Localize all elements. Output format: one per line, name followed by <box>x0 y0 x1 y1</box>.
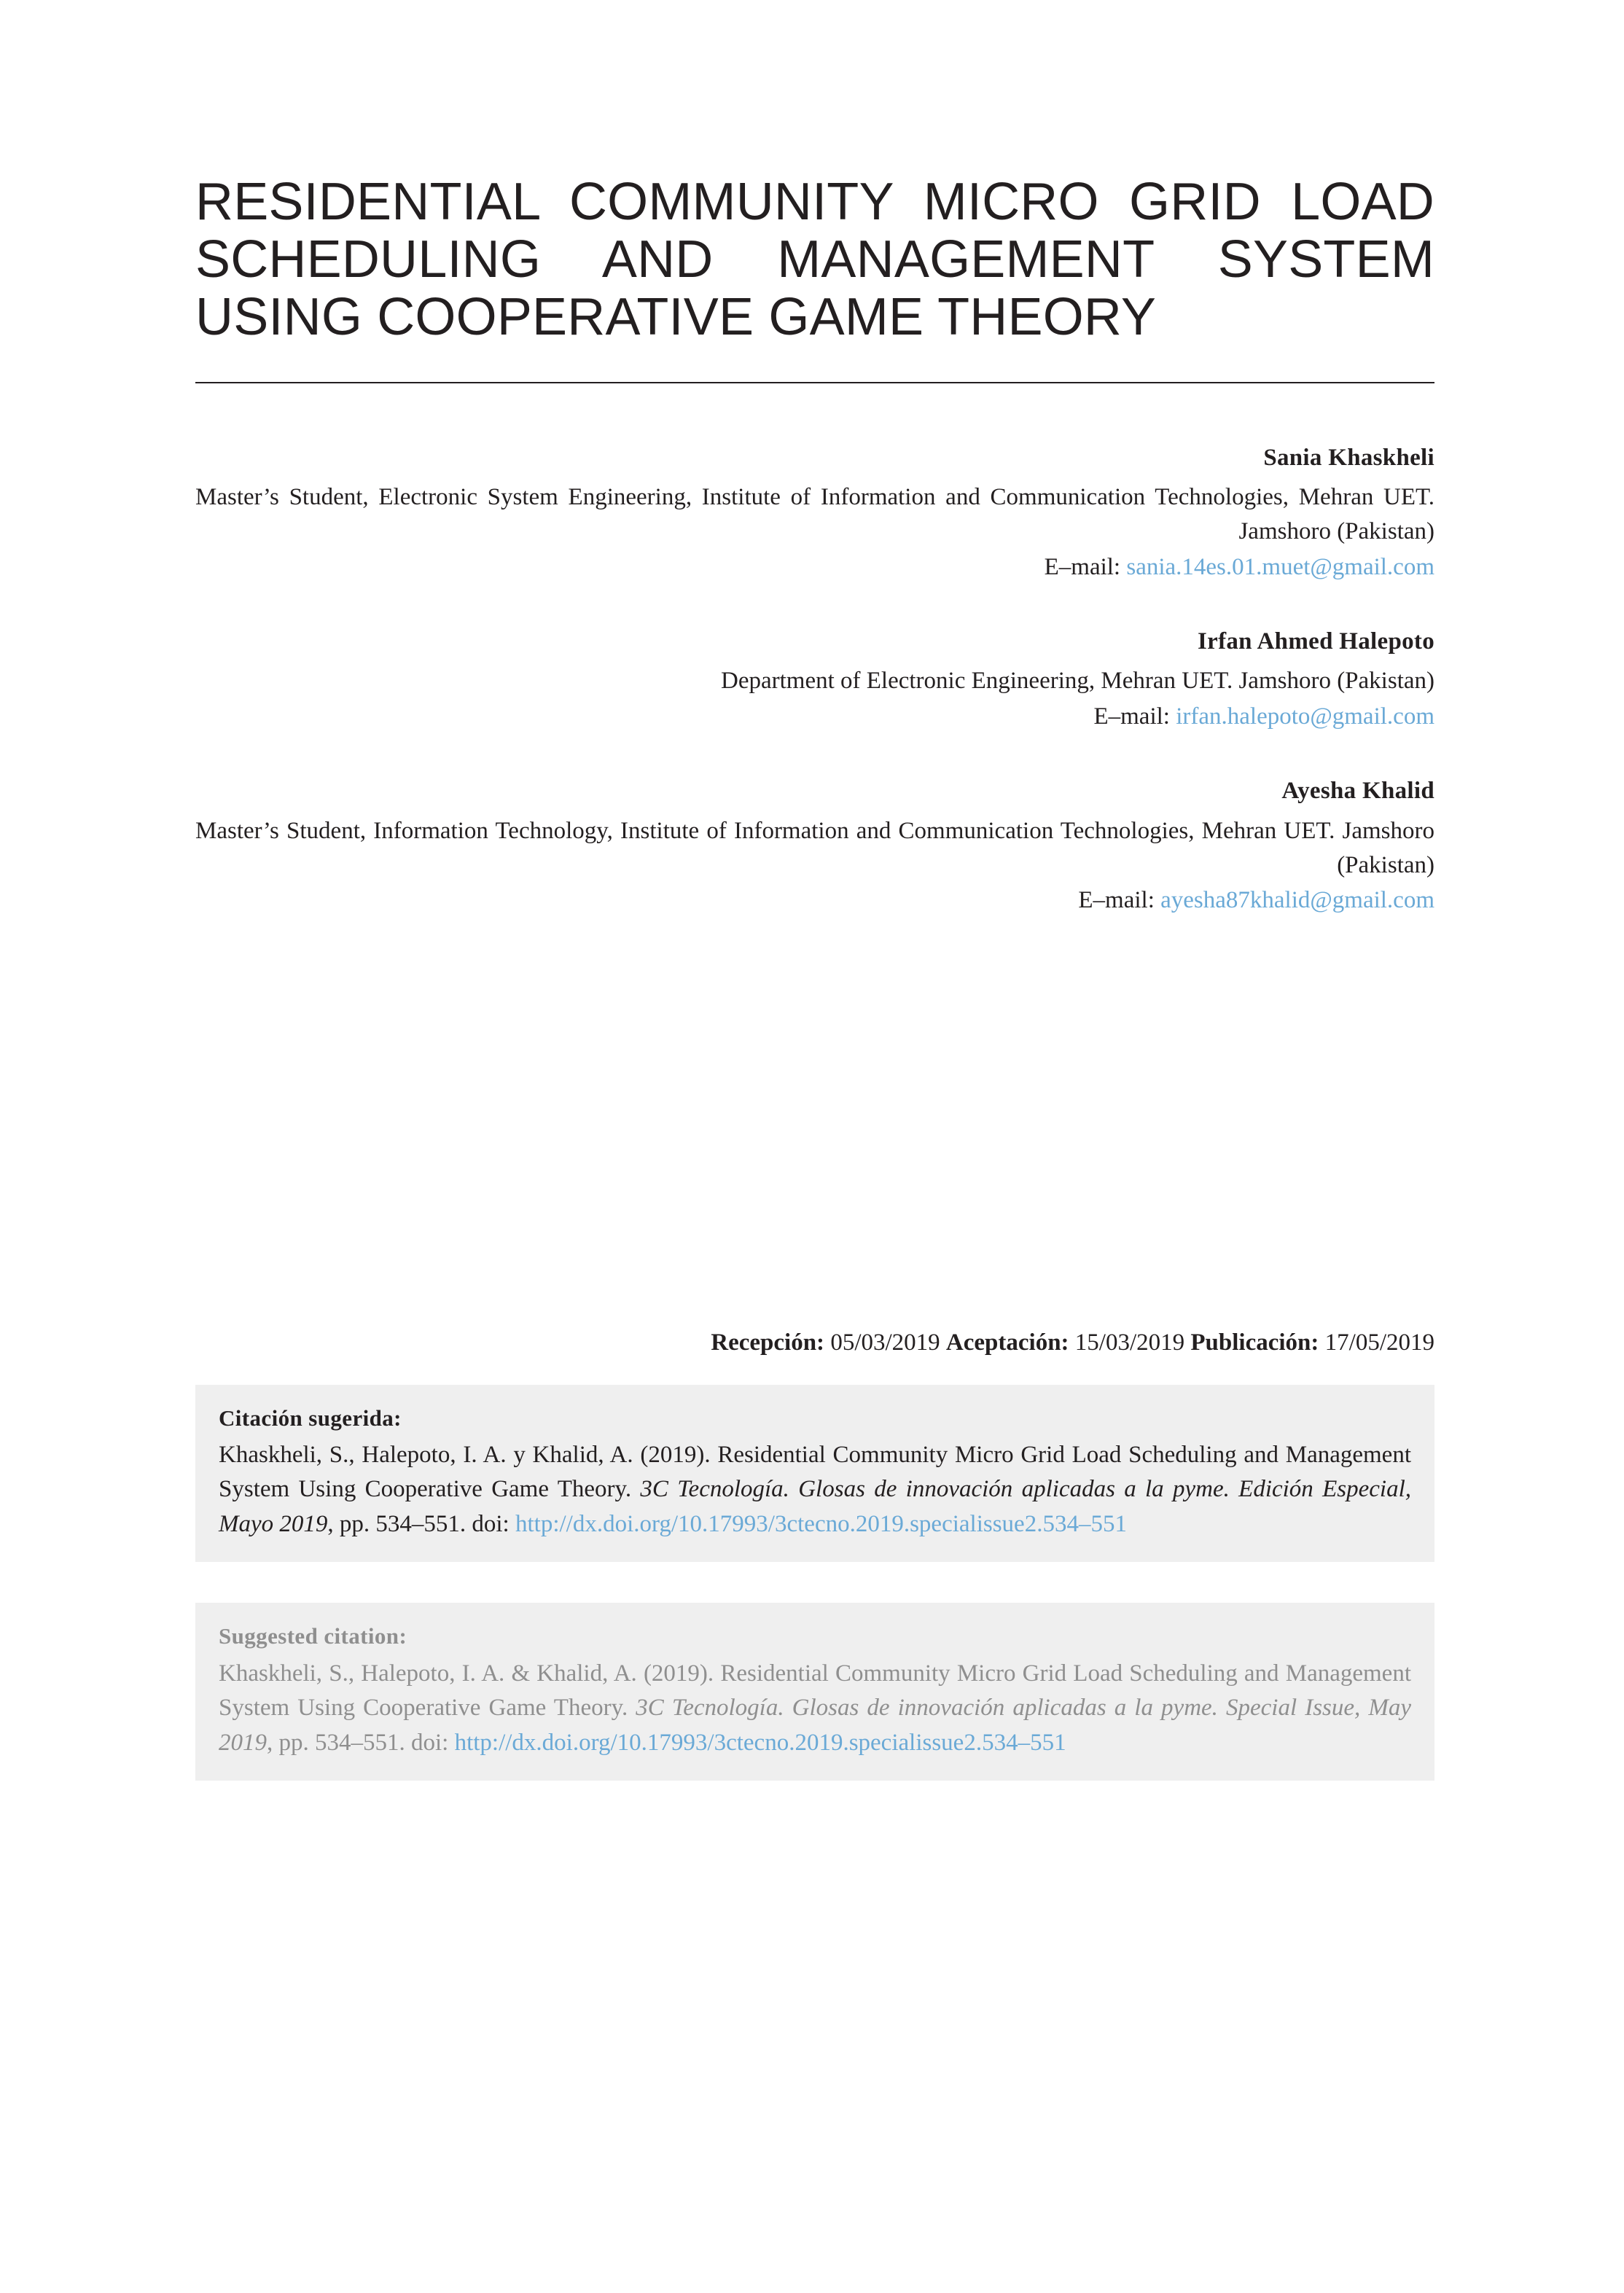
citation-heading: Suggested citation: <box>219 1623 407 1649</box>
author-entry <box>195 442 1434 585</box>
author-affiliation: Master’s Student, Information Technology, Institute of Information and Communication Technologies, Mehran UET. Jamshoro (Pakistan) <box>195 817 1434 878</box>
author-affiliation: Department of Electronic Engineering, Mehran UET. Jamshoro (Pakistan) <box>721 668 1434 695</box>
citation-text <box>219 1657 1411 1761</box>
author-list <box>195 442 1434 918</box>
author-email-line <box>195 883 1434 918</box>
citation-part-1: Khaskheli, S., Halepoto, I. A. y Khalid, A. (2019). Residential Community Micro Grid Load Scheduling and Management System Using Cooperative Game Theory. <box>219 1441 1411 1503</box>
publication-label: Publicación: <box>1190 1329 1319 1356</box>
citation-text <box>219 1438 1411 1542</box>
email-label: E–mail: <box>1044 554 1121 581</box>
citation-doi-link[interactable]: http://dx.doi.org/10.17993/3ctecno.2019.specialissue2.534–551 <box>454 1729 1066 1756</box>
publication-dates <box>195 1326 1434 1359</box>
page-title: RESIDENTIAL COMMUNITY MICRO GRID LOAD SCHEDULING AND MANAGEMENT SYSTEM USING COOPERATIVE GAME THEORY <box>195 173 1434 347</box>
author-email-line <box>195 700 1434 734</box>
title-divider <box>195 382 1434 383</box>
acceptance-label: Aceptación: <box>945 1329 1069 1356</box>
author-name: Irfan Ahmed Halepoto <box>1197 628 1434 655</box>
author-email-link[interactable]: irfan.halepoto@gmail.com <box>1176 703 1434 730</box>
suggested-citation-en <box>195 1603 1434 1781</box>
author-email-link[interactable]: ayesha87khalid@gmail.com <box>1160 887 1434 914</box>
citation-part-2: , pp. 534–551. doi: <box>327 1510 515 1537</box>
author-entry <box>195 625 1434 734</box>
email-label: E–mail: <box>1093 703 1170 730</box>
publication-value: 17/05/2019 <box>1324 1329 1434 1356</box>
citation-journal: 3C Tecnología. Glosas de innovación aplicadas a la pyme. Special Issue, May 2019 <box>219 1695 1411 1756</box>
email-label: E–mail: <box>1078 887 1155 914</box>
reception-value: 05/03/2019 <box>830 1329 940 1356</box>
author-name: Ayesha Khalid <box>1281 778 1434 805</box>
acceptance-value: 15/03/2019 <box>1074 1329 1185 1356</box>
author-email-line <box>195 550 1434 585</box>
citation-heading: Citación sugerida: <box>219 1405 402 1431</box>
author-affiliation: Master’s Student, Electronic System Engineering, Institute of Information and Communication Technologies, Mehran UET. Jamshoro (Pakistan) <box>195 484 1434 545</box>
suggested-citation-es <box>195 1385 1434 1563</box>
page-content <box>195 0 1434 1781</box>
author-email-link[interactable]: sania.14es.01.muet@gmail.com <box>1126 554 1434 581</box>
author-entry <box>195 775 1434 918</box>
reception-label: Recepción: <box>711 1329 825 1356</box>
citation-doi-link[interactable]: http://dx.doi.org/10.17993/3ctecno.2019.specialissue2.534–551 <box>515 1510 1127 1537</box>
citation-part-2: , pp. 534–551. doi: <box>267 1729 455 1756</box>
citation-journal: 3C Tecnología. Glosas de innovación aplicadas a la pyme. Edición Especial, Mayo 2019 <box>219 1476 1411 1537</box>
citation-part-1: Khaskheli, S., Halepoto, I. A. & Khalid, A. (2019). Residential Community Micro Grid Load Scheduling and Management System Using Cooperative Game Theory. <box>219 1660 1411 1722</box>
author-name: Sania Khaskheli <box>1263 444 1434 471</box>
